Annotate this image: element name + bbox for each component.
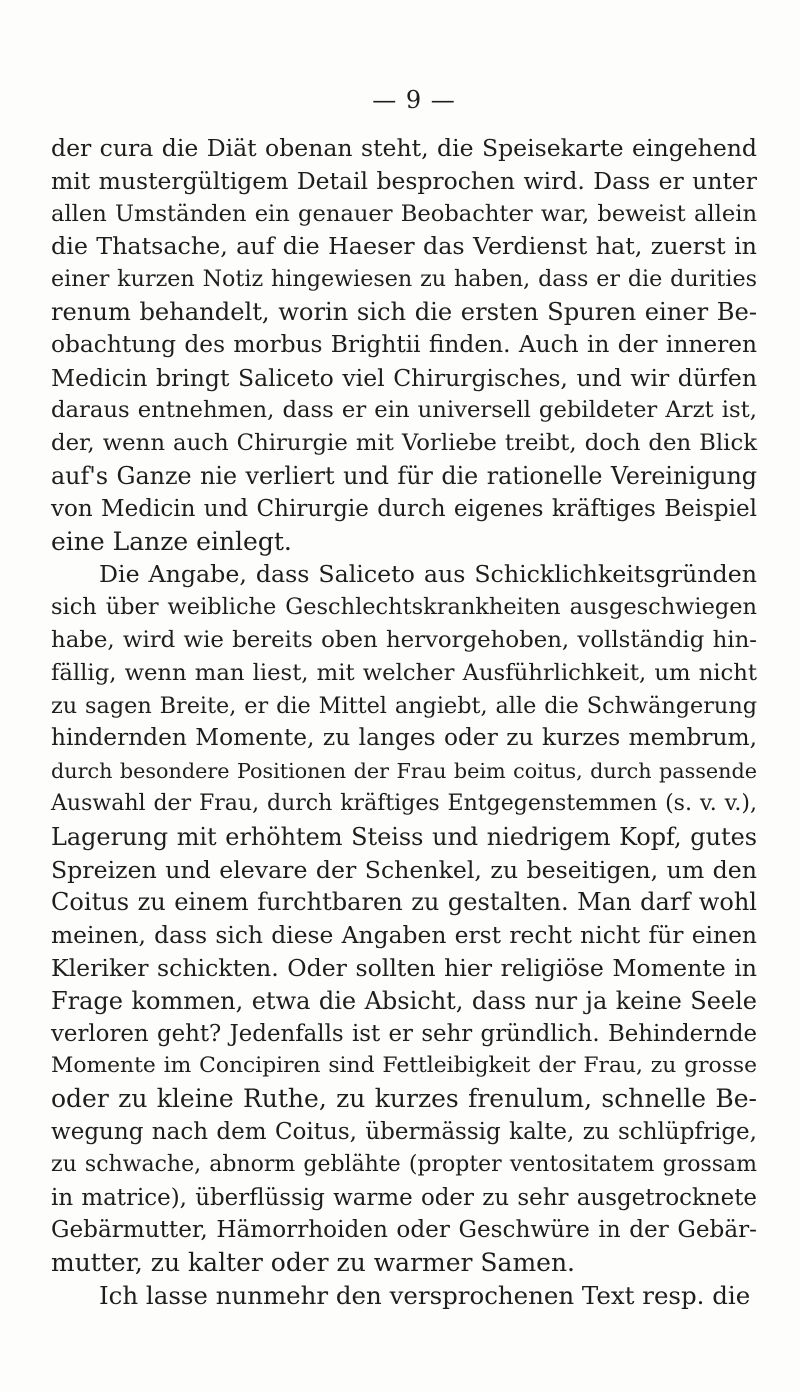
text-line: oder zu kleine Ruthe, zu kurzes frenulum, schnelle Be- [51,1084,757,1114]
text-line: die Thatsache, auf die Haeser das Verdienst hat, zuerst in [51,232,757,261]
text-line: Spreizen und elevare der Schenkel, zu beseitigen, um den [51,855,757,884]
text-line: Frage kommen, etwa die Absicht, dass nur ja keine Seele [51,986,757,1015]
text-line: renum behandelt, worin sich die ersten Spuren einer Be- [51,297,757,326]
text-line: durch besondere Positionen der Frau beim coitus, durch passende [51,759,757,784]
text-line: einer kurzen Notiz hingewiesen zu haben, dass er die durities [51,266,757,293]
text-line: in matrice), überflüssig warme oder zu sehr ausgetrocknete [51,1184,757,1211]
text-line: Auswahl der Frau, durch kräftiges Entgegenstemmen (s. v. v.), [51,790,757,816]
text-line: zu sagen Breite, er die Mittel angiebt, alle die Schwängerung [51,692,757,719]
text-line: der, wenn auch Chirurgie mit Vorliebe treibt, doch den Blick [51,430,757,457]
text-line: von Medicin und Chirurgie durch eigenes kräftiges Beispiel [51,495,757,522]
text-line: habe, wird wie bereits oben hervorgehoben, vollständig hin- [51,626,757,653]
text-line: Coitus zu einem furchtbaren zu gestalten. Man darf wohl [51,888,757,917]
text-line: obachtung des morbus Brightii finden. Auch in der inneren [51,330,757,358]
text-line: sich über weibliche Geschlechtskrankheiten ausgeschwiegen [51,594,757,621]
text-line: wegung nach dem Coitus, übermässig kalte, zu schlüpfrige, [51,1118,757,1145]
text-line: daraus entnehmen, dass er ein universell gebildeter Arzt ist, [51,397,757,424]
text-line: hindernden Momente, zu langes oder zu kurzes membrum, [51,724,757,752]
text-line: allen Umständen ein genauer Beobachter war, beweist allein [51,200,757,227]
text-line: mit mustergültigem Detail besprochen wird. Dass er unter [51,166,757,195]
text-line: Lagerung mit erhöhtem Steiss und niedrigem Kopf, gutes [51,822,757,851]
paragraph-first-line: Die Angabe, dass Saliceto aus Schicklichkeitsgründen [99,560,757,589]
text-line: fällig, wenn man liest, mit welcher Ausführlichkeit, um nicht [51,659,757,686]
text-line: Momente im Concipiren sind Fettleibigkeit der Frau, zu grosse [51,1053,757,1079]
text-line: der cura die Diät obenan steht, die Speisekarte eingehend [51,134,757,162]
text-line: zu schwache, abnorm geblähte (propter ventositatem grossam [51,1151,757,1177]
text-line: Kleriker schickten. Oder sollten hier religiöse Momente in [51,953,757,982]
paragraph-last-line: eine Lanze einlegt. [51,526,292,556]
text-line: Medicin bringt Saliceto viel Chirurgisches, und wir dürfen [51,363,757,392]
text-line: verloren geht? Jedenfalls ist er sehr gründlich. Behindernde [51,1020,757,1047]
paragraph-last-line: mutter, zu kalter oder zu warmer Samen. [51,1248,575,1278]
page-number: — 9 — [372,86,456,114]
text-line: auf's Ganze nie verliert und für die rationelle Vereinigung [51,461,757,490]
body-text [51,132,757,1313]
text-line: Gebärmutter, Hämorrhoiden oder Geschwüre in der Gebär- [51,1217,757,1244]
text-line: meinen, dass sich diese Angaben erst recht nicht für einen [51,921,757,950]
paragraph-first-line: Ich lasse nunmehr den versprochenen Text resp. die [99,1280,751,1310]
